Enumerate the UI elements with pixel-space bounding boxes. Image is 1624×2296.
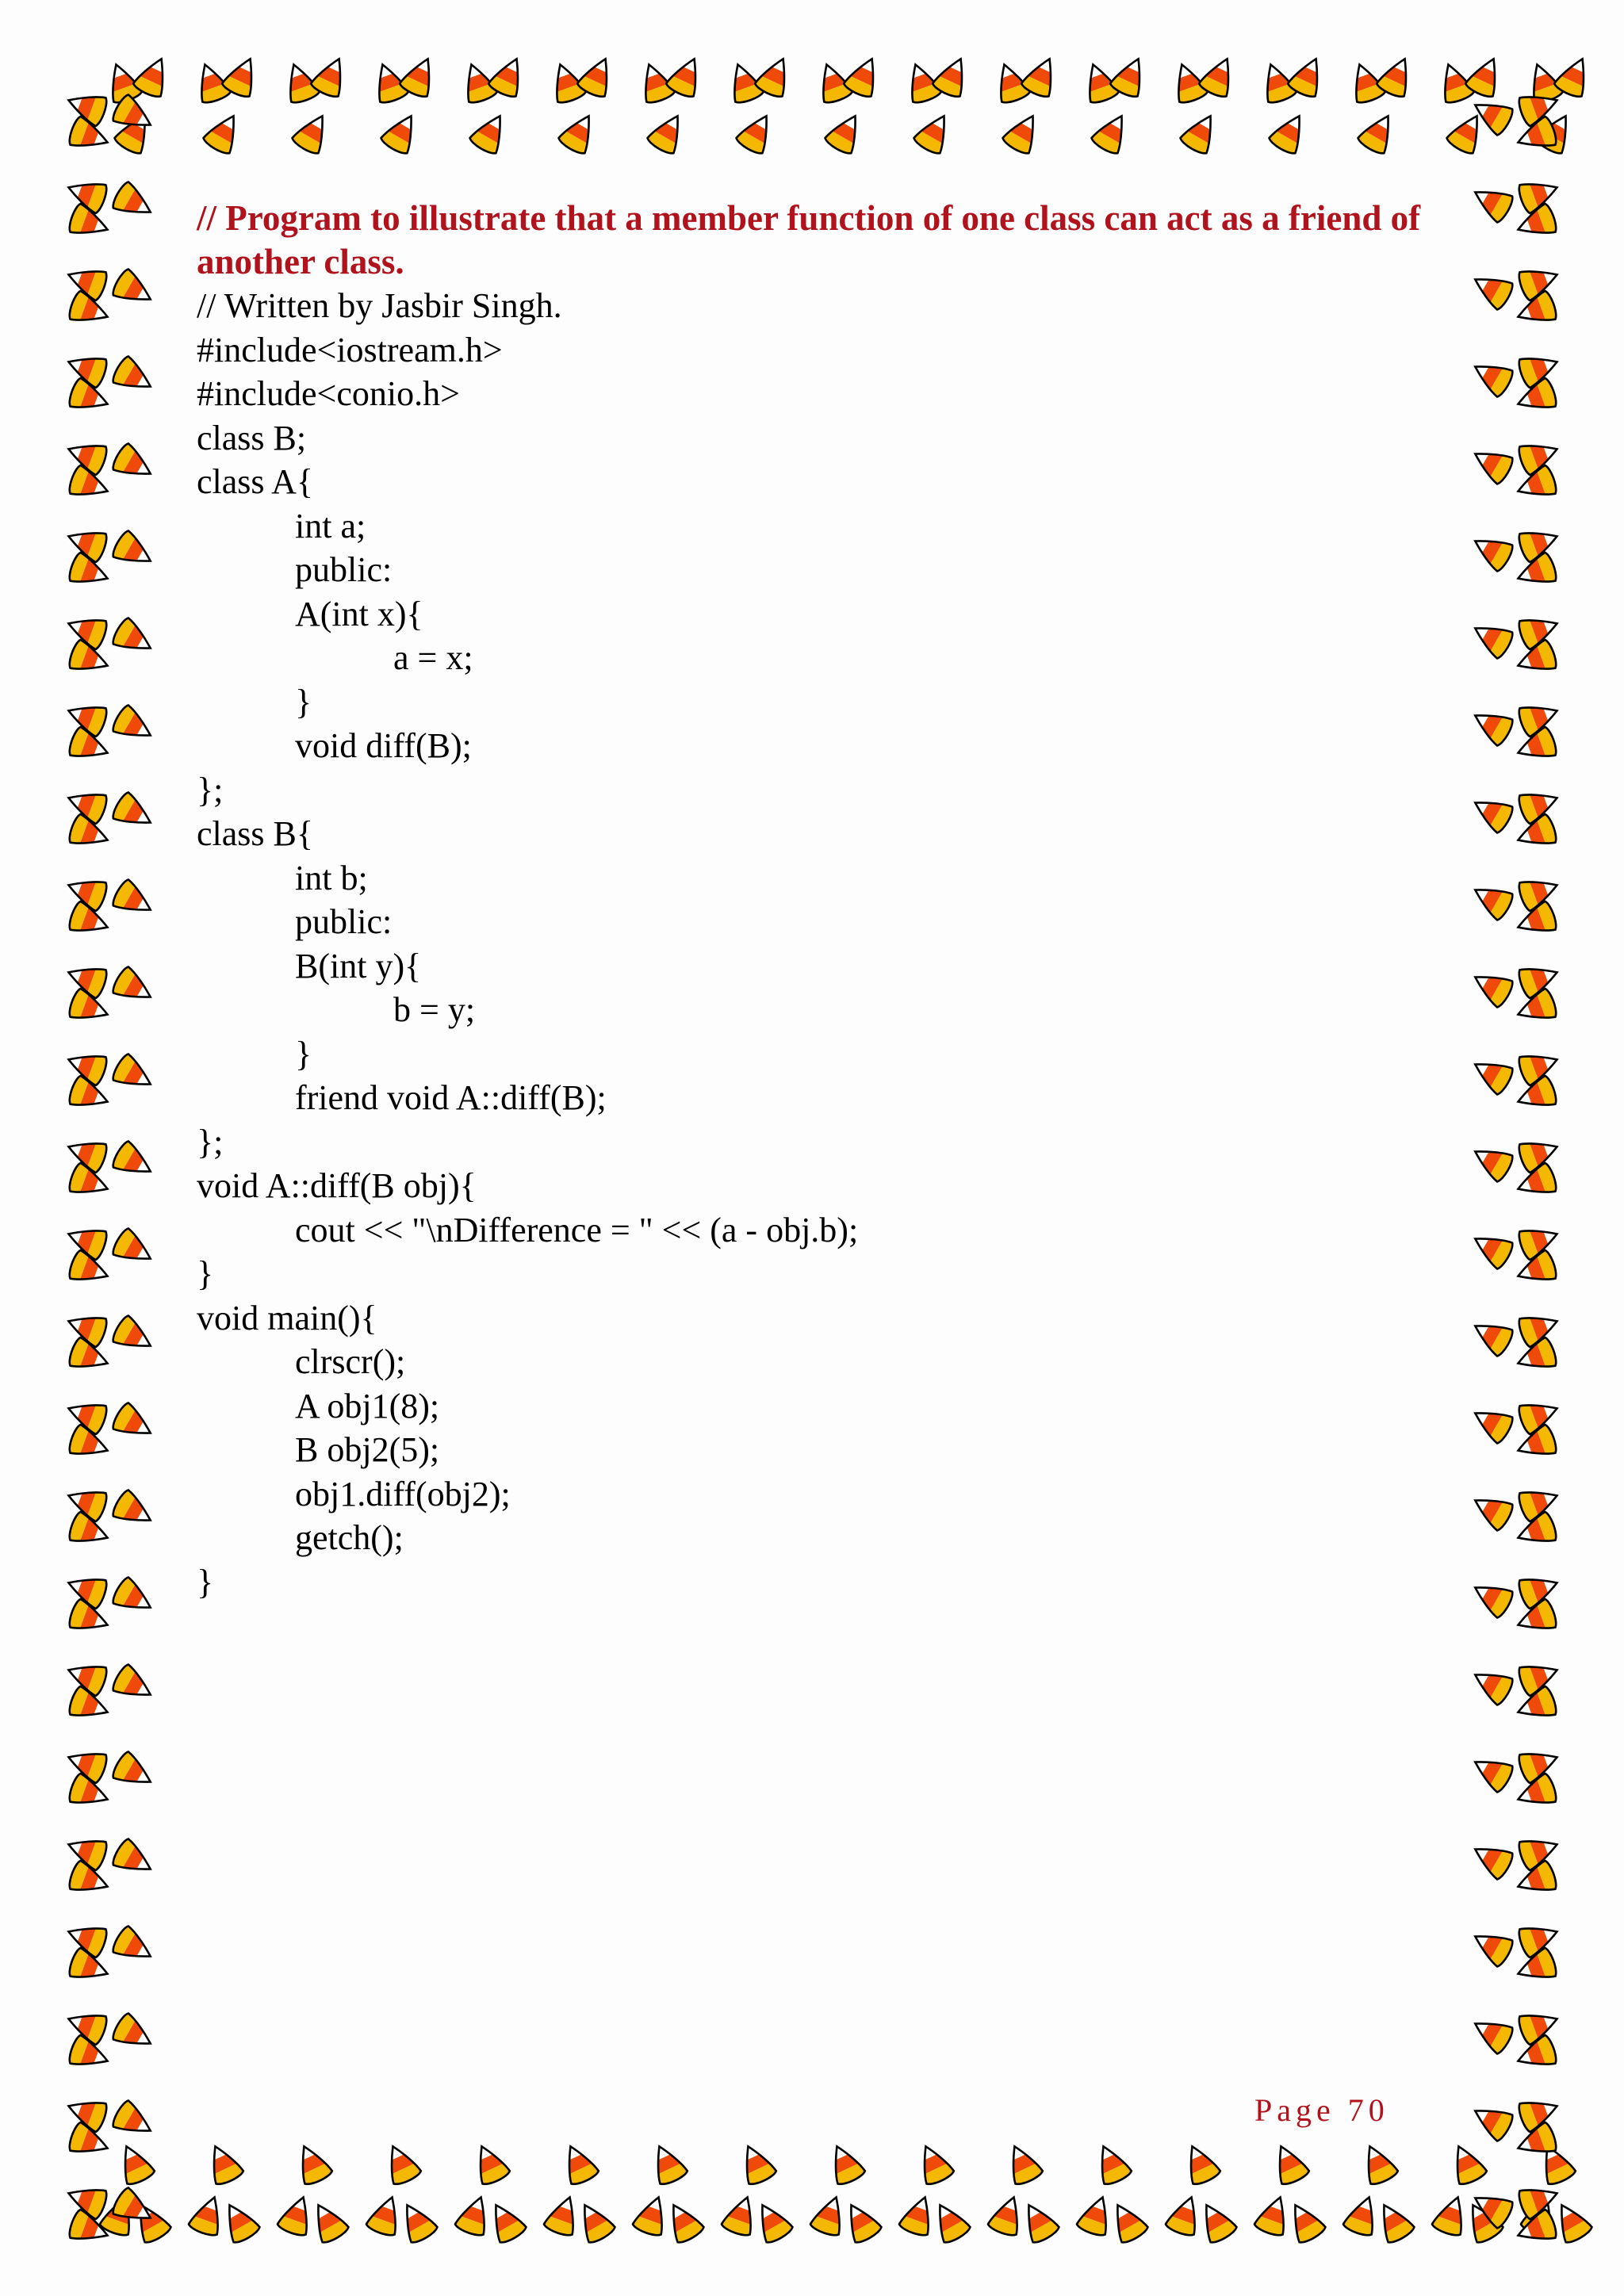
candy-corn-icon	[106, 1049, 159, 1100]
candy-corn-icon	[1013, 2195, 1064, 2248]
candy-corn-icon	[450, 2191, 497, 2241]
code-line: void A::diff(B obj){	[197, 1166, 477, 1205]
candy-corn-icon	[1102, 2195, 1153, 2248]
candy-corn-icon	[1465, 1311, 1519, 1361]
code-line: }	[197, 1254, 214, 1293]
code-line: B obj2(5);	[295, 1430, 440, 1469]
candy-corn-icon	[106, 1223, 159, 1274]
candy-corn-icon	[569, 2195, 620, 2248]
candy-corn-icon	[1465, 1049, 1519, 1100]
candy-corn-icon	[925, 2195, 975, 2248]
code-line: public:	[295, 550, 393, 589]
candy-corn-icon	[1191, 2195, 1242, 2248]
candy-corn-icon	[1339, 2191, 1385, 2241]
code-line: A obj1(8);	[295, 1386, 440, 1425]
candy-corn-icon	[1280, 2195, 1331, 2248]
candy-corn-icon	[553, 106, 604, 159]
program-title: // Program to illustrate that a member function of one class can act as a friend of another class.	[197, 198, 1421, 281]
candy-corn-icon	[998, 106, 1048, 159]
candy-corn-icon	[1465, 351, 1519, 402]
candy-corn-icon	[658, 2195, 709, 2248]
code-listing	[197, 328, 1434, 1605]
candy-corn-icon	[1264, 106, 1315, 159]
candy-corn-icon	[1465, 438, 1519, 489]
candy-corn-icon	[1465, 613, 1519, 664]
code-line: b = y;	[393, 990, 476, 1029]
code-line: B(int y){	[295, 946, 422, 985]
candy-corn-icon	[1465, 700, 1519, 751]
candy-corn-icon	[287, 106, 338, 159]
code-line: #include<iostream.h>	[197, 330, 503, 369]
candy-corn-icon	[836, 2195, 887, 2248]
candy-corn-icon	[1465, 264, 1519, 315]
candy-corn-icon	[1354, 2138, 1403, 2191]
candy-corn-icon	[303, 2195, 354, 2248]
code-line: }	[295, 1034, 312, 1073]
code-line: a = x;	[393, 638, 473, 677]
candy-corn-icon	[554, 2138, 603, 2191]
candy-corn-icon	[1465, 1747, 1519, 1797]
candy-corn-icon	[1465, 177, 1519, 228]
candy-corn-icon	[198, 106, 249, 159]
candy-corn-icon	[1442, 2138, 1492, 2191]
candy-corn-icon	[747, 2195, 798, 2248]
candy-corn-icon	[1072, 2191, 1119, 2241]
candy-corn-icon	[539, 2191, 586, 2241]
candy-corn-icon	[1427, 2191, 1474, 2241]
candy-corn-icon	[1465, 1572, 1519, 1623]
candy-corn-icon	[894, 2191, 941, 2241]
candy-corn-icon	[983, 2191, 1030, 2241]
candy-corn-icon	[184, 2191, 231, 2241]
candy-corn-icon	[1465, 1136, 1519, 1187]
candy-corn-icon	[106, 1834, 159, 1885]
candy-corn-icon	[1465, 1834, 1519, 1885]
candy-corn-icon	[1465, 2095, 1519, 2146]
candy-corn-icon	[106, 1572, 159, 1623]
candy-corn-icon	[465, 2138, 515, 2191]
candy-corn-icon	[106, 700, 159, 751]
candy-corn-icon	[106, 1311, 159, 1361]
code-line: };	[197, 1122, 224, 1161]
candy-corn-icon	[806, 2191, 852, 2241]
candy-corn-icon	[377, 2138, 426, 2191]
candy-corn-icon	[214, 2195, 265, 2248]
candy-corn-icon	[1465, 1659, 1519, 1710]
candy-corn-icon	[1353, 106, 1404, 159]
code-line: void diff(B);	[295, 726, 472, 765]
page-number: Page 70	[1254, 2092, 1389, 2128]
candy-corn-icon	[1465, 2008, 1519, 2059]
candy-corn-icon	[106, 874, 159, 925]
candy-corn-icon	[110, 2138, 159, 2191]
candy-corn-icon	[376, 106, 427, 159]
candy-corn-icon	[106, 177, 159, 228]
code-line: friend void A::diff(B);	[295, 1078, 607, 1117]
candy-corn-icon	[106, 351, 159, 402]
candy-corn-icon	[288, 2138, 337, 2191]
candy-corn-icon	[106, 1747, 159, 1797]
candy-corn-icon	[1176, 2138, 1225, 2191]
candy-corn-icon	[731, 106, 782, 159]
candy-corn-icon	[106, 613, 159, 664]
code-line: A(int x){	[295, 594, 423, 633]
candy-corn-icon	[106, 1921, 159, 1972]
candy-corn-icon	[1086, 106, 1137, 159]
candy-corn-icon	[106, 1398, 159, 1448]
candy-corn-icon	[642, 106, 693, 159]
code-line: class B;	[197, 418, 307, 457]
candy-corn-icon	[106, 1485, 159, 1536]
code-line: #include<conio.h>	[197, 374, 460, 413]
code-line: cout << "\nDifference = " << (a - obj.b);	[295, 1210, 859, 1249]
candy-corn-icon	[106, 1659, 159, 1710]
candy-corn-icon	[909, 106, 959, 159]
candy-corn-icon	[362, 2191, 408, 2241]
candy-corn-icon	[717, 2191, 764, 2241]
code-line: int a;	[295, 506, 366, 545]
candy-corn-icon	[106, 787, 159, 838]
candy-corn-icon	[643, 2138, 692, 2191]
code-line: void main(){	[197, 1298, 377, 1337]
code-line: getch();	[295, 1518, 404, 1557]
code-line: obj1.diff(obj2);	[295, 1474, 511, 1513]
candy-corn-icon	[1465, 962, 1519, 1012]
candy-corn-icon	[106, 264, 159, 315]
code-line: clrscr();	[295, 1342, 406, 1381]
candy-corn-icon	[106, 2095, 159, 2146]
code-line: }	[295, 682, 312, 721]
candy-corn-icon	[1250, 2191, 1297, 2241]
code-line: };	[197, 770, 224, 809]
code-line: public:	[295, 902, 393, 941]
candy-corn-icon	[628, 2191, 675, 2241]
document-body	[197, 197, 1434, 1604]
candy-corn-icon	[392, 2195, 442, 2248]
candy-corn-icon	[820, 106, 871, 159]
candy-corn-icon	[106, 2008, 159, 2059]
candy-corn-icon	[1465, 874, 1519, 925]
candy-corn-icon	[481, 2195, 531, 2248]
candy-corn-icon	[273, 2191, 320, 2241]
candy-corn-icon	[199, 2138, 248, 2191]
candy-corn-icon	[1465, 787, 1519, 838]
candy-corn-icon	[821, 2138, 870, 2191]
candy-corn-icon	[1465, 1485, 1519, 1536]
candy-corn-icon	[106, 1136, 159, 1187]
candy-corn-icon	[1369, 2195, 1419, 2248]
candy-corn-icon	[465, 106, 515, 159]
candy-corn-icon	[1265, 2138, 1314, 2191]
candy-corn-icon	[106, 962, 159, 1012]
candy-corn-icon	[106, 526, 159, 576]
candy-corn-icon	[910, 2138, 959, 2191]
code-line: }	[197, 1562, 214, 1601]
candy-corn-icon	[1465, 526, 1519, 576]
code-line: int b;	[295, 858, 368, 897]
candy-corn-icon	[1465, 1921, 1519, 1972]
candy-corn-icon	[1465, 1223, 1519, 1274]
candy-corn-icon	[106, 438, 159, 489]
candy-corn-icon	[998, 2138, 1048, 2191]
candy-corn-icon	[1175, 106, 1226, 159]
candy-corn-icon	[732, 2138, 781, 2191]
candy-corn-icon	[1465, 1398, 1519, 1448]
code-line: class B{	[197, 814, 313, 853]
author-comment: // Written by Jasbir Singh.	[197, 286, 562, 325]
candy-corn-icon	[1087, 2138, 1136, 2191]
code-line: class A{	[197, 462, 313, 501]
candy-corn-icon	[1161, 2191, 1208, 2241]
